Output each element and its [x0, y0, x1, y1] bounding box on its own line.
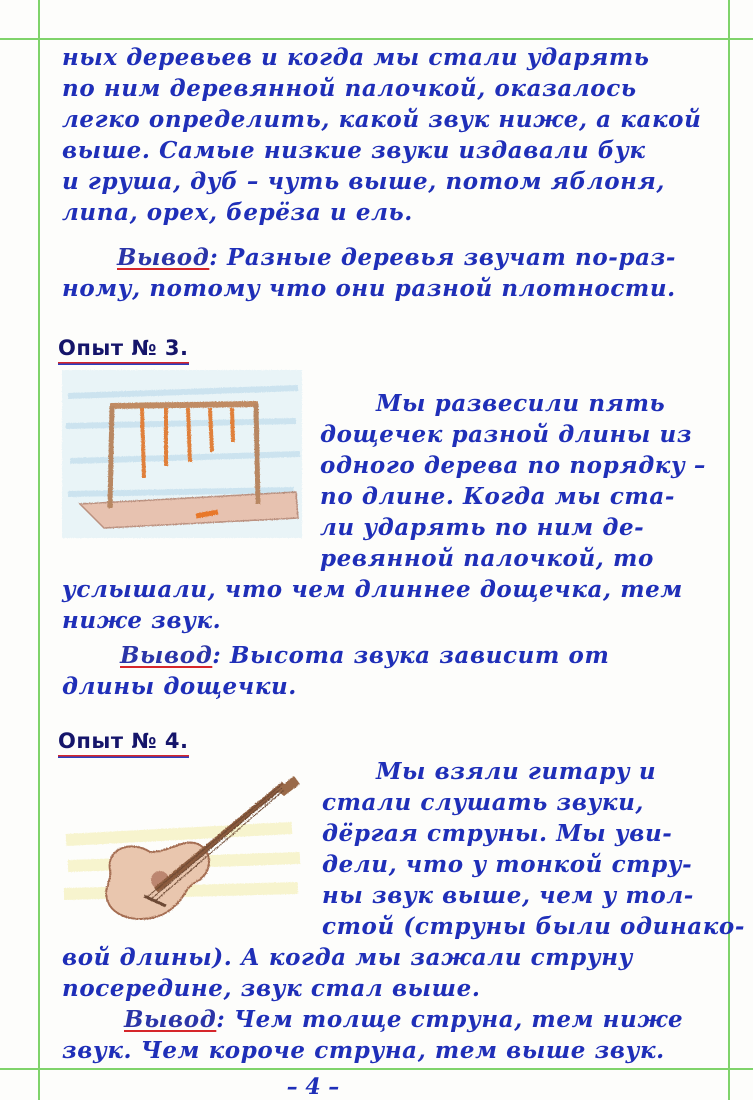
text-line: дёргая струны. Мы уви-	[322, 820, 673, 847]
text-line: стой (струны были одинако-	[322, 913, 746, 940]
conclusion-text: : Разные деревья звучат по-раз-	[209, 244, 677, 271]
left-margin-line	[38, 0, 40, 1100]
conclusion-text: длины дощечки.	[62, 673, 297, 700]
conclusion-text: : Высота звука зависит от	[212, 642, 610, 669]
text-line: ревянной палочкой, то	[320, 545, 654, 572]
conclusion-text: звук. Чем короче струна, тем выше звук.	[62, 1037, 665, 1064]
conclusion-4	[62, 1004, 683, 1066]
text-line: по ним деревянной палочкой, оказалось	[62, 75, 637, 102]
text-line: посередине, звук стал выше.	[62, 975, 481, 1002]
text-line: стали слушать звуки,	[322, 789, 644, 816]
text-line: вой длины). А когда мы зажали струну	[62, 944, 633, 971]
text-line: услышали, что чем длиннее дощечка, тем	[62, 576, 683, 603]
experiment-3-heading: Опыт № 3.	[58, 336, 189, 360]
text-line: по длине. Когда мы ста-	[320, 483, 676, 510]
top-margin-line	[0, 38, 753, 40]
guitar-drawing	[62, 770, 312, 930]
experiment-3-text	[320, 388, 706, 574]
top-paragraph	[62, 42, 701, 228]
text-line: Мы развесили пять	[376, 390, 666, 417]
experiment-4-continuation	[62, 942, 633, 1004]
text-line: ных деревьев и когда мы стали ударять	[62, 44, 650, 71]
conclusion-text: ному, потому что они разной плотности.	[62, 275, 676, 302]
conclusion-1	[62, 242, 676, 304]
page-number: – 4 –	[286, 1074, 340, 1100]
text-line: выше. Самые низкие звуки издавали бук	[62, 137, 646, 164]
text-line: ниже звук.	[62, 607, 222, 634]
text-line: Мы взяли гитару и	[376, 758, 657, 785]
conclusion-label: Вывод	[120, 642, 213, 669]
text-line: легко определить, какой звук ниже, а какой	[62, 106, 702, 133]
wooden-boards-drawing	[58, 366, 308, 546]
conclusion-text: : Чем толще струна, тем ниже	[216, 1006, 684, 1033]
text-line: дощечек разной длины из	[320, 421, 693, 448]
experiment-4-heading: Опыт № 4.	[58, 729, 189, 753]
conclusion-label: Вывод	[117, 244, 210, 271]
text-line: одного дерева по порядку –	[320, 452, 707, 479]
bottom-margin-line	[0, 1068, 753, 1070]
text-line: дели, что у тонкой стру-	[322, 851, 693, 878]
conclusion-3	[62, 640, 609, 702]
text-line: и груша, дуб – чуть выше, потом яблоня,	[62, 168, 666, 195]
text-line: липа, орех, берёза и ель.	[62, 199, 413, 226]
experiment-3-continuation	[62, 574, 683, 636]
text-line: ны звук выше, чем у тол-	[322, 882, 694, 909]
experiment-4-text	[322, 756, 745, 942]
text-line: ли ударять по ним де-	[320, 514, 645, 541]
conclusion-label: Вывод	[124, 1006, 217, 1033]
